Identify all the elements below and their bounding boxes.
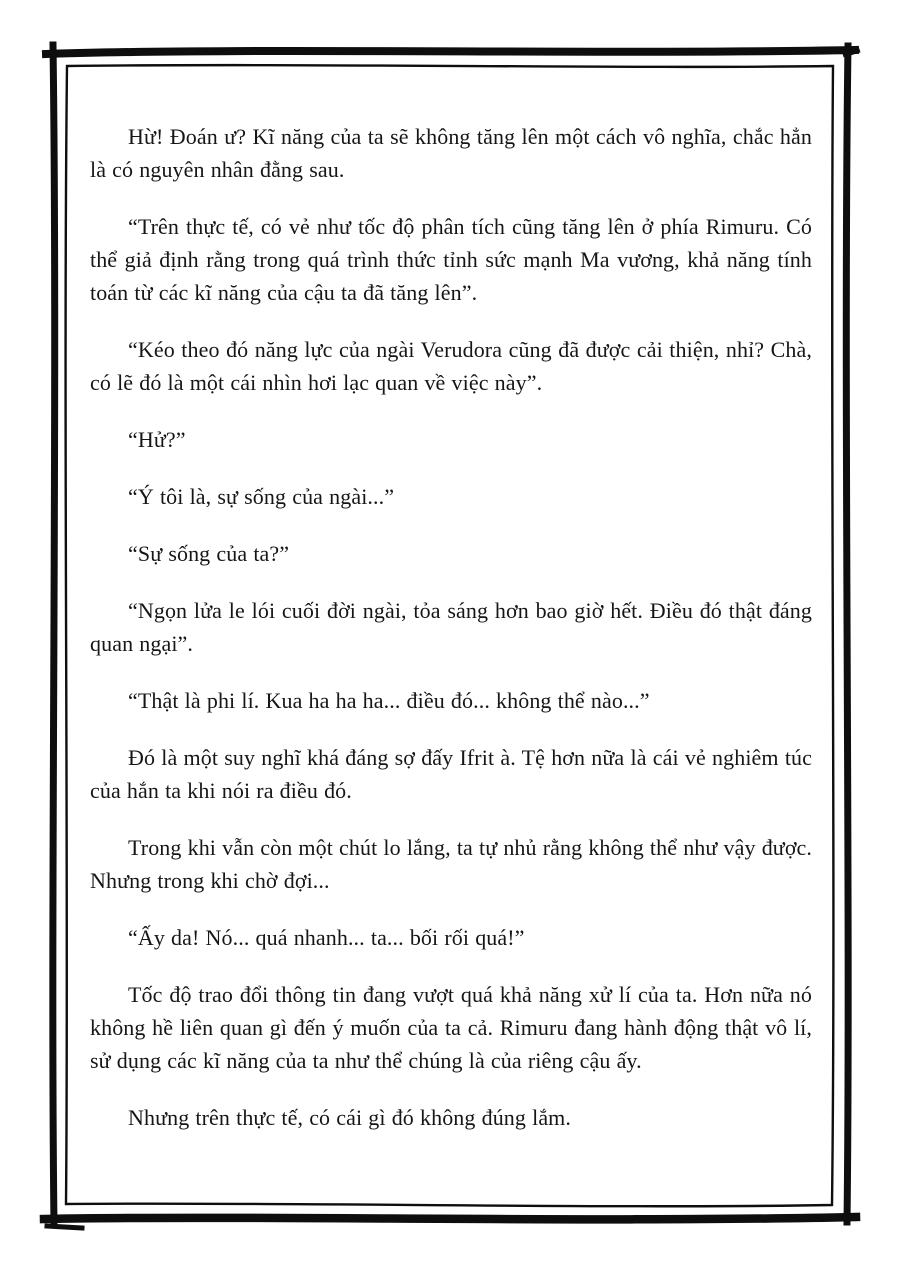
frame-outer-left [53, 45, 55, 1225]
paragraph: “Ngọn lửa le lói cuối đời ngài, tỏa sáng hơn bao giờ hết. Điều đó thật đáng quan ngại”. [90, 598, 812, 656]
paragraph: Tốc độ trao đổi thông tin đang vượt quá khả năng xử lí của ta. Hơn nữa nó không hề liên quan gì đến ý muốn của ta cả. Rimuru đang hành động thật vô lí, sử dụng các kĩ năng của ta như thể chúng là của riêng cậu ấy. [90, 982, 812, 1073]
frame-outer-right [846, 46, 848, 1222]
page-text-block [90, 120, 812, 1134]
frame-outer-bottom [44, 1217, 856, 1219]
paragraph: “Hử?” [128, 427, 186, 452]
paragraph: “Trên thực tế, có vẻ như tốc độ phân tích cũng tăng lên ở phía Rimuru. Có thể giả định rằng trong quá trình thức tỉnh sức mạnh Ma vương, khả năng tính toán từ các kĩ năng của cậu ta đã tăng lên”. [90, 214, 812, 305]
paragraph: “Thật là phi lí. Kua ha ha ha... điều đó... không thể nào...” [128, 688, 650, 713]
paragraph: Trong khi vẫn còn một chút lo lắng, ta tự nhủ rằng không thể như vậy được. Nhưng trong khi chờ đợi... [90, 835, 813, 893]
paragraph: “Ý tôi là, sự sống của ngài...” [128, 484, 395, 509]
paragraph: “Kéo theo đó năng lực của ngài Verudora cũng đã được cải thiện, nhỉ? Chà, có lẽ đó là một cái nhìn hơi lạc quan về việc này”. [90, 337, 812, 395]
paragraph: “Sự sống của ta?” [128, 541, 290, 566]
frame-corner-nub-top-right [845, 51, 858, 55]
paragraph: Đó là một suy nghĩ khá đáng sợ đấy Ifrit à. Tệ hơn nữa là cái vẻ nghiêm túc của hắn ta khi nói ra điều đó. [90, 745, 812, 803]
frame-outer-top [46, 50, 855, 54]
frame-corner-nub-bottom-left [47, 1226, 82, 1228]
paragraph: Hừ! Đoán ư? Kĩ năng của ta sẽ không tăng lên một cách vô nghĩa, chắc hẳn là có nguyên nhân đằng sau. [90, 124, 812, 182]
paragraph: “Ấy da! Nó... quá nhanh... ta... bối rối quá!” [128, 925, 525, 950]
paragraph: Nhưng trên thực tế, có cái gì đó không đúng lắm. [128, 1105, 571, 1130]
